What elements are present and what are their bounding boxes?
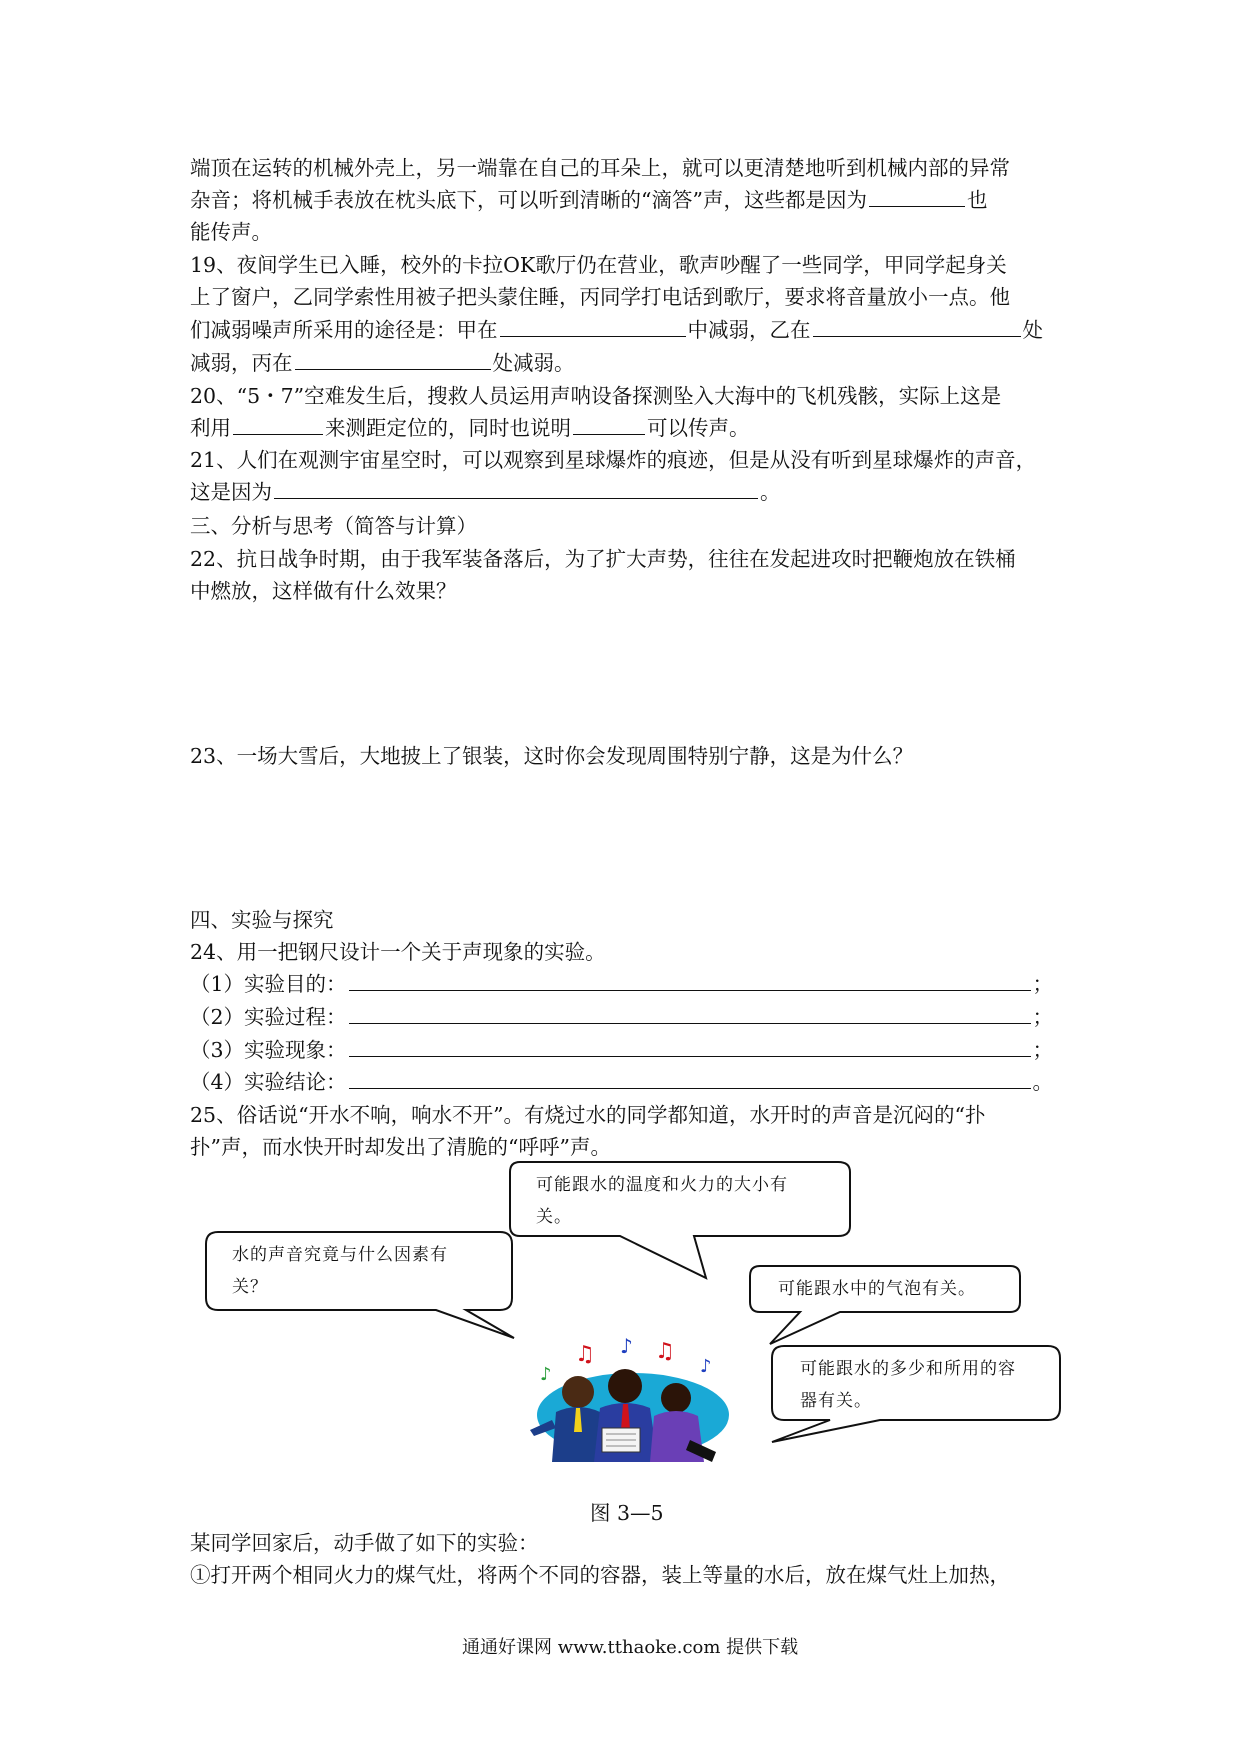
bubble-3-text: 可能跟水中的气泡有关。	[778, 1279, 976, 1299]
after-figure-line-2: ①打开两个相同火力的煤气灶，将两个不同的容器，装上等量的水后，放在煤气灶上加热，	[190, 1563, 1010, 1587]
svg-text:♪: ♪	[700, 1356, 712, 1377]
q22-line-1: 22、抗日战争时期，由于我军装备落后，为了扩大声势，往往在发起进攻时把鞭炮放在铁桶	[190, 547, 1016, 571]
bubble-4-text-line-2: 器有关。	[800, 1391, 872, 1411]
q19-line-2: 上了窗户，乙同学索性用被子把头蒙住睡，丙同学打电话到歌厅，要求将音量放小一点。他	[190, 285, 1010, 309]
q24-item-1: （1）实验目的： ；	[190, 972, 1054, 996]
q24-item-2: （2）实验过程： ；	[190, 1005, 1054, 1029]
singers-illustration	[530, 1334, 729, 1462]
q18-line-2: 杂音；将机械手表放在枕头底下，可以听到清晰的“滴答”声，这些都是因为 也	[190, 188, 988, 212]
bubble-4-text-line-1: 可能跟水的多少和所用的容	[800, 1359, 1016, 1379]
svg-text:♪: ♪	[540, 1364, 552, 1385]
after-figure-line-1: 某同学回家后，动手做了如下的实验：	[190, 1531, 539, 1555]
q25-line-2: 扑”声，而水快开时却发出了清脆的“呼呼”声。	[190, 1135, 611, 1159]
q20-line-2: 利用 来测距定位的，同时也说明 可以传声。	[190, 416, 750, 440]
bubble-1-text-line-1: 可能跟水的温度和火力的大小有	[536, 1175, 788, 1195]
q22-line-2: 中燃放，这样做有什么效果？	[190, 579, 457, 603]
q19-line-4: 减弱，丙在 处减弱。	[190, 351, 575, 375]
q21-line-2: 这是因为 。	[190, 480, 781, 504]
section-4-heading: 四、实验与探究	[190, 908, 334, 932]
figure-caption: 图 3—5	[590, 1501, 664, 1525]
q24-item-4: （4）实验结论： 。	[190, 1070, 1054, 1094]
svg-text:♪: ♪	[620, 1334, 633, 1358]
svg-text:♫: ♫	[655, 1339, 675, 1364]
page-footer: 通通好课网 www.tthaoke.com 提供下载	[462, 1637, 799, 1658]
q24-title: 24、用一把钢尺设计一个关于声现象的实验。	[190, 940, 606, 964]
q20-line-1: 20、“5・7”空难发生后，搜救人员运用声呐设备探测坠入大海中的飞机残骸，实际上这是	[190, 384, 1002, 408]
bubble-2-text-line-1: 水的声音究竟与什么因素有	[232, 1245, 448, 1265]
svg-text:♫: ♫	[575, 1342, 595, 1367]
bubble-2-text-line-2: 关？	[232, 1277, 268, 1297]
q19-line-3: 们减弱噪声所采用的途径是：甲在 中减弱，乙在 处	[190, 318, 1043, 342]
q19-line-1: 19、夜间学生已入睡，校外的卡拉OK歌厅仍在营业，歌声吵醒了一些同学，甲同学起身关	[190, 253, 1007, 277]
q25-line-1: 25、俗话说“开水不响，响水不开”。有烧过水的同学都知道，水开时的声音是沉闷的“扑	[190, 1103, 986, 1127]
q23-line: 23、一场大雪后，大地披上了银装，这时你会发现周围特别宁静，这是为什么？	[190, 744, 914, 768]
q24-item-3: （3）实验现象： ；	[190, 1038, 1054, 1062]
bubble-1-text-line-2: 关。	[536, 1207, 572, 1227]
q18-line-1: 端顶在运转的机械外壳上，另一端靠在自己的耳朵上，就可以更清楚地听到机械内部的异常	[190, 156, 1010, 180]
section-3-heading: 三、分析与思考（简答与计算）	[190, 514, 477, 538]
q18-line-3: 能传声。	[190, 220, 272, 244]
q21-line-1: 21、人们在观测宇宙星空时，可以观察到星球爆炸的痕迹，但是从没有听到星球爆炸的声音，	[190, 448, 1037, 472]
